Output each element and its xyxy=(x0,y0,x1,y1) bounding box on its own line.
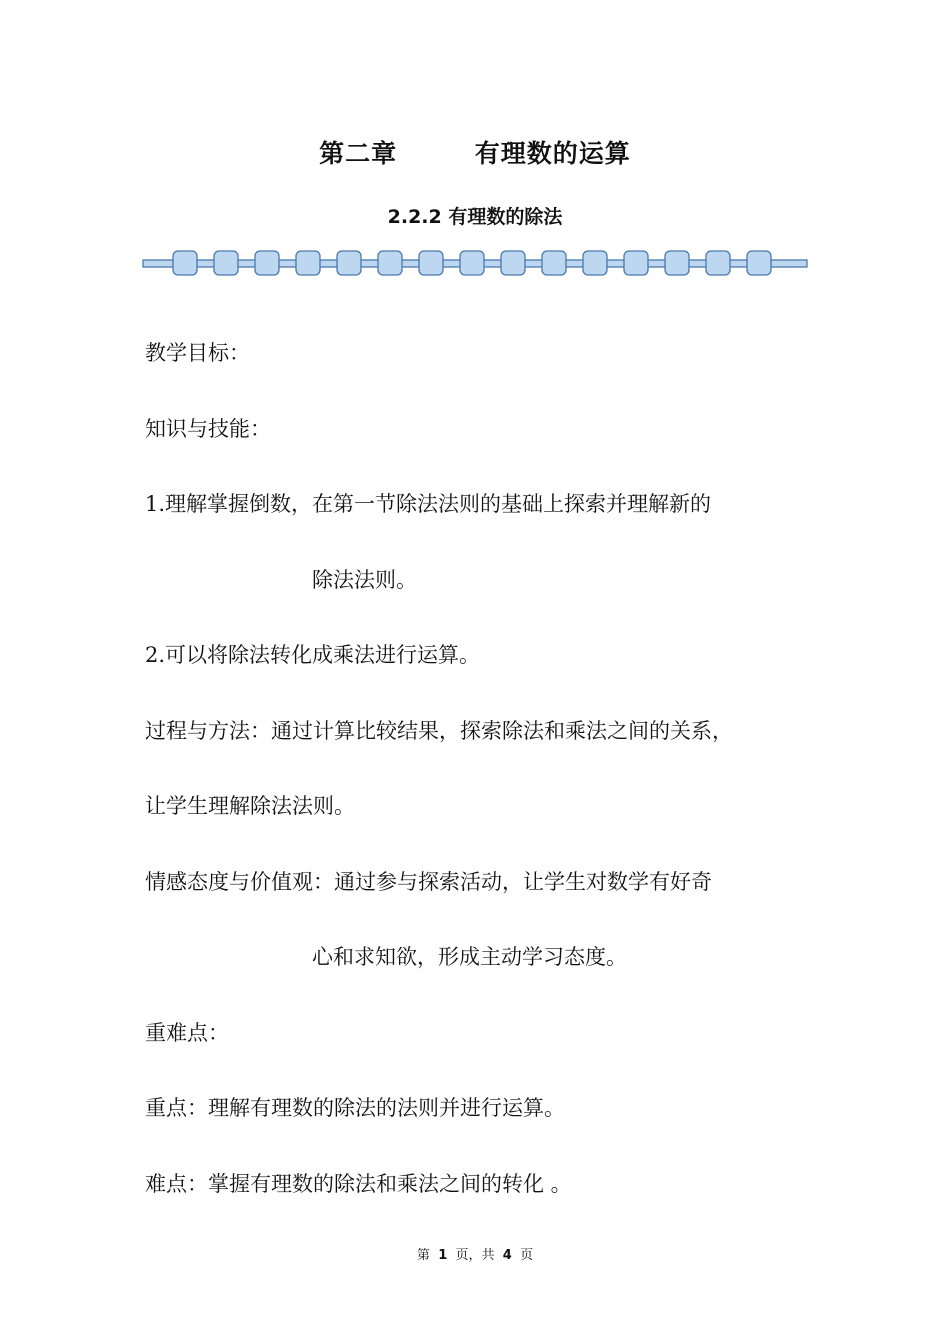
emotion-attitude: 情感态度与价值观：通过参与探索活动，让学生对数学有好奇 xyxy=(145,870,712,894)
chapter-title: 第二章 有理数的运算 xyxy=(319,139,631,168)
emotion-attitude-continued: 心和求知欲，形成主动学习态度。 xyxy=(312,945,627,969)
goal-item-1: 1.理解掌握倒数，在第一节除法法则的基础上探索并理解新的 xyxy=(145,492,712,516)
divider-bead xyxy=(255,251,279,275)
footer-total-pages: 4 xyxy=(502,1248,512,1263)
heading-teaching-goals: 教学目标： xyxy=(145,341,250,365)
heading-knowledge-skills: 知识与技能： xyxy=(145,417,271,441)
page-footer xyxy=(0,1244,950,1263)
key-point: 重点：理解有理数的除法的法则并进行运算。 xyxy=(145,1096,565,1120)
process-method: 过程与方法：通过计算比较结果，探索除法和乘法之间的关系， xyxy=(145,719,733,743)
divider-bead xyxy=(173,251,197,275)
divider-beads xyxy=(173,251,771,275)
goal-item-1-continued: 除法法则。 xyxy=(312,568,417,592)
section-title: 2.2.2 有理数的除法 xyxy=(387,206,563,228)
goal-item-2: 2.可以将除法转化成乘法进行运算。 xyxy=(145,643,481,667)
divider-bead xyxy=(706,251,730,275)
divider-bead xyxy=(583,251,607,275)
divider-bead xyxy=(296,251,320,275)
decorative-divider xyxy=(140,248,810,280)
divider-bead xyxy=(501,251,525,275)
footer-middle: 页，共 xyxy=(447,1248,503,1263)
divider-bead xyxy=(542,251,566,275)
divider-bead xyxy=(378,251,402,275)
divider-bead xyxy=(460,251,484,275)
heading-key-difficult-points: 重难点： xyxy=(145,1021,229,1045)
divider-bead xyxy=(337,251,361,275)
difficult-point: 难点：掌握有理数的除法和乘法之间的转化 。 xyxy=(145,1172,572,1196)
divider-bead xyxy=(419,251,443,275)
process-method-continued: 让学生理解除法法则。 xyxy=(145,794,355,818)
divider-bead xyxy=(624,251,648,275)
footer-suffix: 页 xyxy=(511,1248,534,1263)
divider-bead xyxy=(747,251,771,275)
divider-bead xyxy=(665,251,689,275)
footer-prefix: 第 xyxy=(416,1248,439,1263)
divider-bead xyxy=(214,251,238,275)
footer-current-page: 1 xyxy=(438,1248,448,1263)
